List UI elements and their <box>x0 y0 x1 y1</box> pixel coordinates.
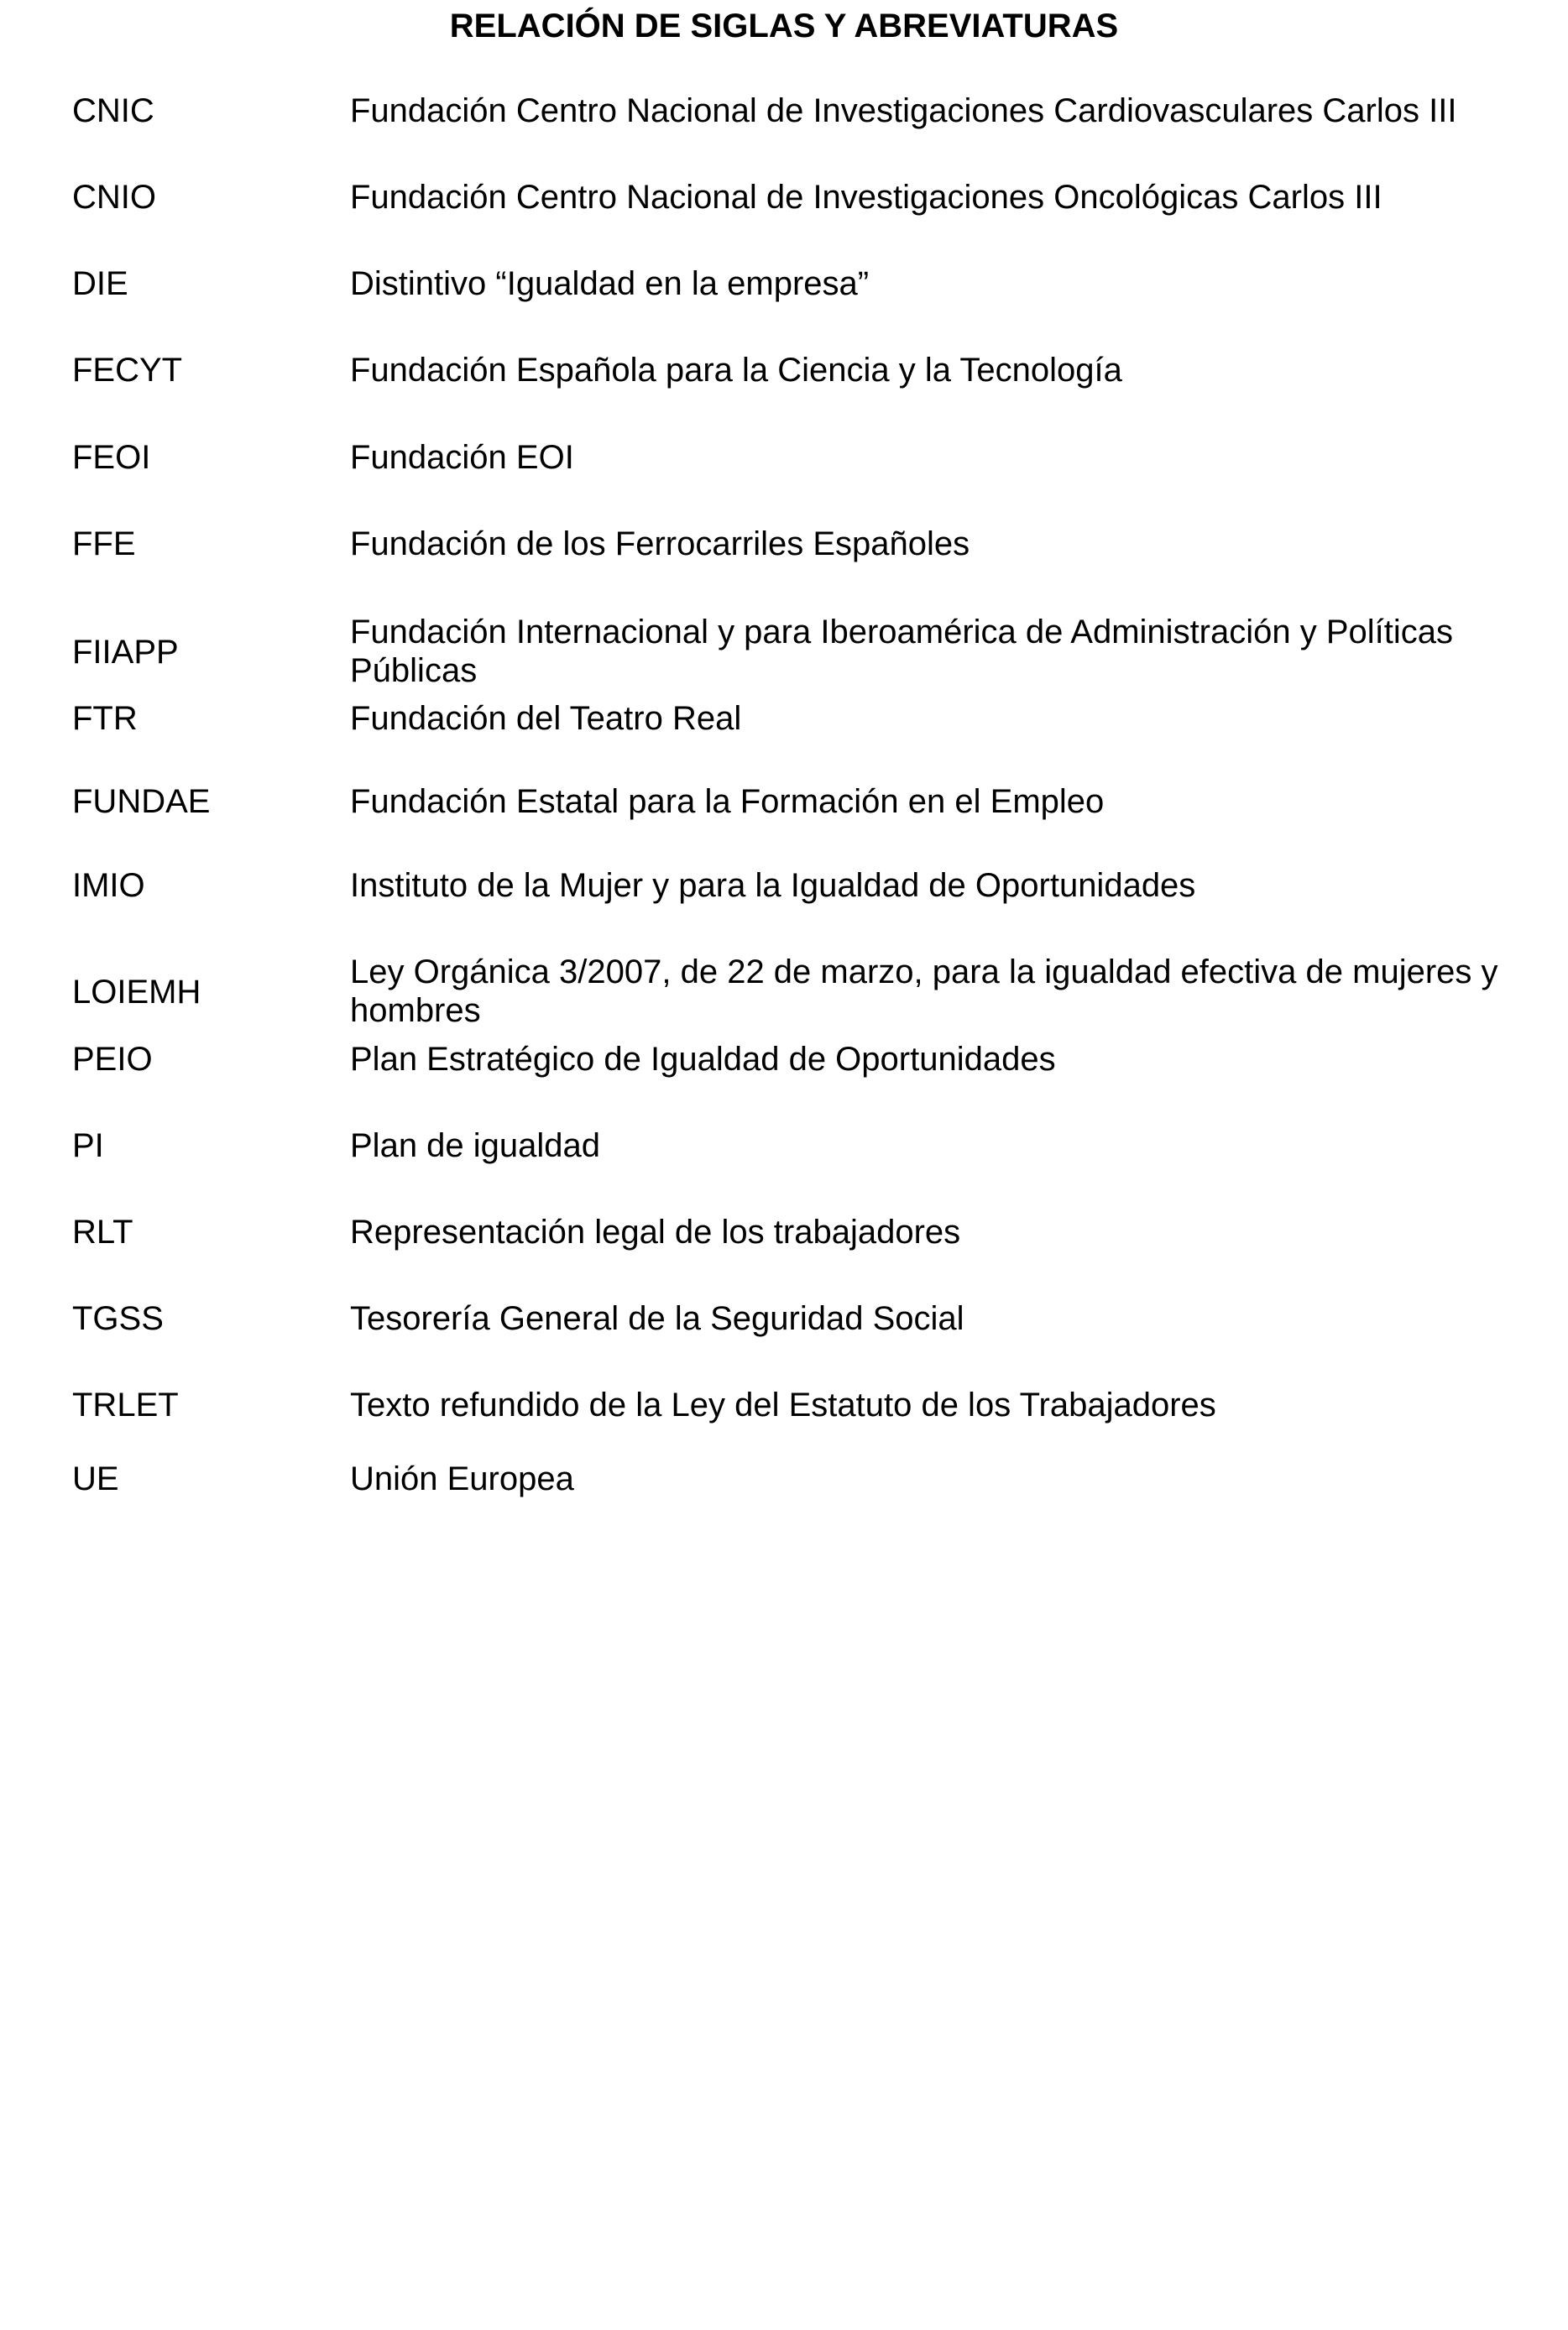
page-title: RELACIÓN DE SIGLAS Y ABREVIATURAS <box>449 8 1119 44</box>
definition: Tesorería General de la Seguridad Social <box>350 1300 964 1337</box>
abbreviation: LOIEMH <box>72 974 201 1011</box>
definition: Fundación Centro Nacional de Investigaciones Oncológicas Carlos III <box>350 179 1382 216</box>
abbreviation: RLT <box>72 1214 133 1251</box>
definition: Plan de igualdad <box>350 1127 601 1164</box>
definition: Representación legal de los trabajadores <box>350 1214 961 1251</box>
abbreviation: PI <box>72 1127 104 1164</box>
abbreviation: PEIO <box>72 1041 153 1078</box>
abbreviation: FTR <box>72 700 138 737</box>
definition: Ley Orgánica 3/2007, de 22 de marzo, para la igualdad efectiva de mujeres y hombres <box>350 953 1498 1029</box>
definition: Fundación del Teatro Real <box>350 700 742 737</box>
abbreviation: FFE <box>72 525 136 562</box>
abbreviation: CNIO <box>72 179 156 216</box>
definition: Instituto de la Mujer y para la Igualdad de Oportunidades <box>350 867 1196 904</box>
definition: Distintivo “Igualdad en la empresa” <box>350 265 870 302</box>
abbreviation: CNIC <box>72 92 154 129</box>
definition: Fundación EOI <box>350 439 574 476</box>
definition: Fundación Centro Nacional de Investigaciones Cardiovasculares Carlos III <box>350 92 1457 129</box>
definition: Fundación Española para la Ciencia y la Tecnología <box>350 352 1122 389</box>
abbreviation: IMIO <box>72 867 145 904</box>
definition: Fundación de los Ferrocarriles Españoles <box>350 525 970 562</box>
abbreviation: FEOI <box>72 439 151 476</box>
definition: Unión Europea <box>350 1460 574 1497</box>
definition: Fundación Internacional y para Iberoamérica de Administración y Políticas Públicas <box>350 614 1454 689</box>
abbreviation: TRLET <box>72 1387 179 1424</box>
abbreviation: UE <box>72 1460 119 1497</box>
definition: Plan Estratégico de Igualdad de Oportunidades <box>350 1041 1056 1078</box>
abbreviation: FUNDAE <box>72 783 211 820</box>
abbreviation: DIE <box>72 265 128 302</box>
definition: Texto refundido de la Ley del Estatuto de los Trabajadores <box>350 1387 1216 1424</box>
abbreviation: TGSS <box>72 1300 164 1337</box>
abbreviation: FECYT <box>72 352 183 389</box>
definition: Fundación Estatal para la Formación en el Empleo <box>350 783 1105 820</box>
abbreviation: FIIAPP <box>72 634 179 671</box>
